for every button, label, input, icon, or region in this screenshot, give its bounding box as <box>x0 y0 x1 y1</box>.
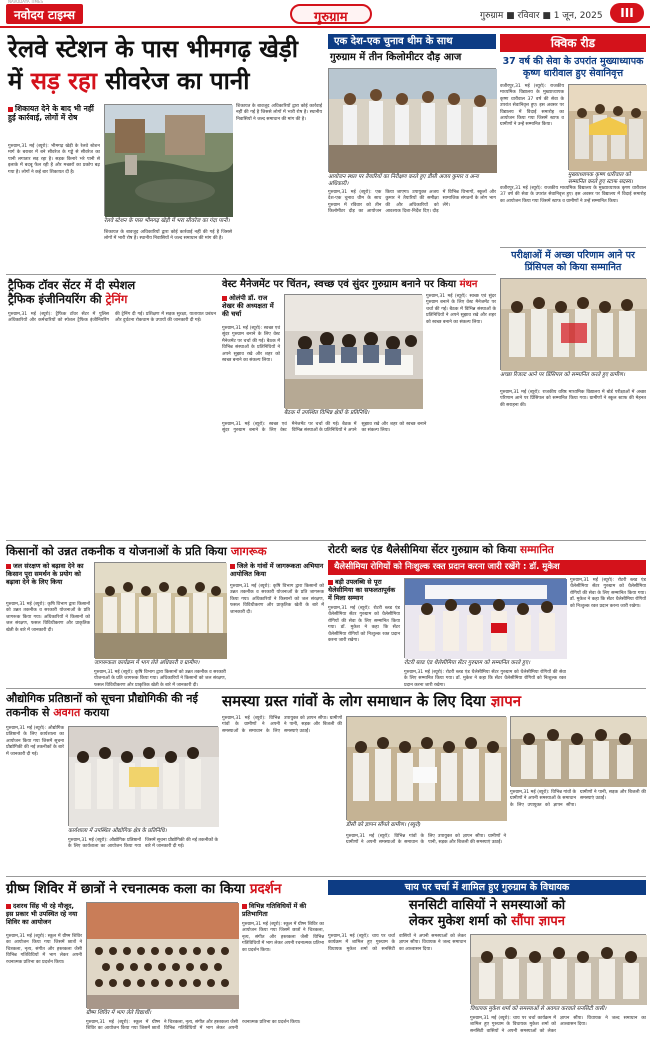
story-run <box>328 34 496 272</box>
story-industry-body-2: गुरुग्राम,31 मई (ब्यूरो): औद्योगिक प्रतिष्ठानों के लिए कार्यशाला का आयोजन किया गया जिसमें सूचना प्रौद्योगिकी की नई तकनीकों के बारे में जानकारी दी गई। <box>68 838 219 850</box>
story-sewage-body-2: शिकायत के बावजूद अधिकारियों द्वारा कोई कार्रवाई नहीं की गई है जिससे लोगों में भारी रोष है। स्थानीय निवासियों ने जल्द समाधान की मांग की है। <box>104 230 232 242</box>
story-sewage-headline-2: में सड़ रहा सीवरेज का पानी <box>8 67 250 95</box>
story-villages-headline: समस्या ग्रस्त गांवों के लोग समाधान के लिए दिया ज्ञापन <box>222 692 522 710</box>
story-farmers-body: गुरुग्राम,31 मई (ब्यूरो): कृषि विभाग द्वारा किसानों को उन्नत तकनीक व सरकारी योजनाओं के प्रति जागरूक किया गया। अधिकारियों ने किसानों को जल संरक्षण, फसल विविधीकरण और प्राकृतिक खेती के बारे में जानकारी दी। <box>6 602 90 633</box>
story-waste <box>222 278 496 536</box>
story-waste-body-2: गुरुग्राम,31 मई (ब्यूरो): स्वच्छ एवं सुंदर गुरुग्राम बनाने के लिए वेस्ट मैनेजमेंट पर चर्चा की गई। बैठक में विभिन्न संस्थाओं के प्रतिनिधियों ने अपने सुझाव रखे और शहर को स्वच्छ बनाने का संकल्प लिया। <box>426 294 496 325</box>
story-rotary-kicker: बड़ी उपलब्धि से पूरा थैलेसीमिया का सफलतापूर्वक में मिला सम्मान <box>328 578 396 602</box>
story-run-caption: आयोजन स्थल पर तैयारियों का निरीक्षण करते हुए डीसी अजय कुमार व अन्य अधिकारी। <box>328 174 479 187</box>
story-suncity-body-2: गुरुग्राम,31 मई (ब्यूरो): चाय पर चर्चा कार्यक्रम में शामिल हुए गुरुग्राम के विधायक मुकेश शर्मा को सनसिटी वासियों ने अपनी समस्याओं को लेकर ज्ञापन सौंपा। विधायक ने जल्द समाधान का आश्वासन दिया। <box>470 1016 646 1034</box>
story-villages-body-2: गुरुग्राम,31 मई (ब्यूरो): विभिन्न गांवों के ग्रामीणों ने अपनी समस्याओं के समाधान के लिए उपायुक्त को ज्ञापन सौंपा। ग्रामीणों ने पानी, सड़क और बिजली की समस्याएं उठाईं। <box>346 834 506 846</box>
story-camp-body-2: गुरुग्राम,31 मई (ब्यूरो): स्कूल में ग्रीष्म शिविर का आयोजन किया गया जिसमें छात्रों ने चित्रकला, नृत्य, संगीत और हस्तकला जैसी विभिन्न गतिविधियों में भाग लेकर अपनी रचनात्मक प्रतिभा का प्रदर्शन किया। <box>86 1020 301 1032</box>
story-quickread-body: वजीरपुर,31 मई (ब्यूरो): राजकीय माध्यमिक विद्यालय के मुख्याध्यापक कृष्ण धारीवाल 37 वर्ष की सेवा के उपरांत सेवानिवृत्त हुए। इस अवसर पर विद्यालय में विदाई समारोह का आयोजन किया गया जिसमें स्टाफ व ग्रामीणों ने उन्हें सम्मानित किया। <box>500 84 564 128</box>
story-run-photo <box>328 68 496 172</box>
story-sewage-body-3: शिकायत के बावजूद अधिकारियों द्वारा कोई कार्रवाई नहीं की गई है जिससे लोगों में भारी रोष है। स्थानीय निवासियों ने जल्द समाधान की मांग की है। <box>236 104 322 122</box>
newspaper-logo: नवोदय टाइम्स <box>6 4 83 24</box>
story-villages-caption: डीसी को ज्ञापन सौंपते ग्रामीण। (ब्यूरो) <box>346 822 421 828</box>
story-waste-headline: वेस्ट मैनेजमेंट पर चिंतन, स्वच्छ एवं सुंदर गुरुग्राम बनाने पर किया मंथन <box>222 279 478 290</box>
story-industry-caption: कार्यशाला में उपस्थित औद्योगिक क्षेत्र के प्रतिनिधि। <box>68 828 167 834</box>
story-farmers-caption: जागरूकता कार्यक्रम में भाग लेते अधिकारी व ग्रामीण। <box>94 660 200 666</box>
story-suncity <box>328 880 646 1040</box>
story-run-band: एक देश-एक चुनाव थीम के साथ <box>328 34 496 49</box>
story-suncity-caption: विधायक मुकेश शर्मा को समस्याओं से अवगत करवाते सनसिटी वासी। <box>470 1006 607 1012</box>
story-waste-body: गुरुग्राम,31 मई (ब्यूरो): स्वच्छ एवं सुंदर गुरुग्राम बनाने के लिए वेस्ट मैनेजमेंट पर चर्चा की गई। बैठक में विभिन्न संस्थाओं के प्रतिनिधियों ने अपने सुझाव रखे और शहर को स्वच्छ बनाने का संकल्प लिया। <box>222 326 280 364</box>
story-farmers <box>6 544 324 688</box>
page-slug: NAVODAYA TIMES <box>8 0 44 4</box>
story-camp-body: गुरुग्राम,31 मई (ब्यूरो): स्कूल में ग्रीष्म शिविर का आयोजन किया गया जिसमें छात्रों ने चित्रकला, नृत्य, संगीत और हस्तकला जैसी विभिन्न गतिविधियों में भाग लेकर अपनी रचनात्मक प्रतिभा का प्रदर्शन किया। <box>6 934 82 965</box>
story-rotary-body: गुरुग्राम,31 मई (ब्यूरो): रोटरी ब्लड एंड थैलेसीमिया सेंटर गुरुग्राम को थैलेसीमिया रोगियों की सेवा के लिए सम्मानित किया गया। डॉ. मुकेश ने कहा कि सेंटर थैलेसीमिया रोगियों को निःशुल्क रक्त प्रदान करना जारी रखेगा। <box>328 606 400 644</box>
story-waste-caption: बैठक में उपस्थित विभिन्न क्षेत्रों के प्रतिनिधि। <box>284 410 370 416</box>
story-camp-headline: ग्रीष्म शिविर में छात्रों ने रचनात्मक कला का किया प्रदर्शन <box>6 881 282 897</box>
story-villages <box>222 692 646 872</box>
story-sewage-caption: रेलवे स्टेशन के पास भीमगढ़ खेड़ी में भरा सीवरेज का गंदा पानी। <box>104 218 230 224</box>
story-waste-photo <box>284 294 422 408</box>
story-principal-body: गुरुग्राम,31 मई (ब्यूरो): राजकीय वरिष्ठ माध्यमिक विद्यालय में बोर्ड परीक्षाओं में अच्छा परिणाम आने पर प्रिंसिपल को सम्मानित किया गया। ग्रामीणों ने स्कूल स्टाफ की मेहनत की सराहना की। <box>500 390 646 408</box>
story-principal-headline: परीक्षाओं में अच्छा परिणाम आने पर प्रिंसिपल को किया सम्मानित <box>511 250 635 273</box>
dateline: गुरुग्राम ■ रविवार ■ 1 जून, 2025 <box>480 11 603 21</box>
story-villages-body-3: गुरुग्राम,31 मई (ब्यूरो): विभिन्न गांवों के ग्रामीणों ने अपनी समस्याओं के समाधान के लिए उपायुक्त को ज्ञापन सौंपा। ग्रामीणों ने पानी, सड़क और बिजली की समस्याएं उठाईं। <box>510 790 646 808</box>
story-rotary-body-3: गुरुग्राम,31 मई (ब्यूरो): रोटरी ब्लड एंड थैलेसीमिया सेंटर गुरुग्राम को थैलेसीमिया रोगियों की सेवा के लिए सम्मानित किया गया। डॉ. मुकेश ने कहा कि सेंटर थैलेसीमिया रोगियों को निःशुल्क रक्त प्रदान करना जारी रखेगा। <box>570 578 646 609</box>
story-rotary-band: थैलेसीमिया रोगियों को निःशुल्क रक्त प्रदान करना जारी रखेंगे : डॉ. मुकेश <box>328 560 646 575</box>
story-sewage-photo <box>104 104 232 216</box>
story-industry-headline: औद्योगिक प्रतिष्ठानों को सूचना प्रौद्योगिकी की नई तकनीक से अवगत कराया <box>6 692 198 719</box>
story-traffic <box>6 278 218 536</box>
story-camp <box>6 880 324 1040</box>
story-rotary-photo <box>404 578 566 658</box>
story-sewage-headline-1: रेलवे स्टेशन के पास भीमगढ़ खेड़ी <box>8 35 298 63</box>
page-number: III <box>610 3 644 23</box>
story-suncity-photo <box>470 934 646 1004</box>
story-traffic-headline: ट्रैफिक टॉवर सेंटर में दी स्पेशल ट्रैफिक इंजीनियरिंग की ट्रेनिंग <box>8 278 136 306</box>
story-camp-caption: ग्रीष्म शिविर में भाग लेते विद्यार्थी। <box>86 1010 152 1016</box>
story-waste-kicker: ओलंपी डॉ. राज शेखर की अध्यक्षता में की चर्चा <box>222 294 274 318</box>
story-farmers-body-2: गुरुग्राम,31 मई (ब्यूरो): कृषि विभाग द्वारा किसानों को उन्नत तकनीक व सरकारी योजनाओं के प्रति जागरूक किया गया। अधिकारियों ने किसानों को जल संरक्षण, फसल विविधीकरण और प्राकृतिक खेती के बारे में जानकारी दी। <box>94 670 226 688</box>
story-industry-body: गुरुग्राम,31 मई (ब्यूरो): औद्योगिक प्रतिष्ठानों के लिए कार्यशाला का आयोजन किया गया जिसमें सूचना प्रौद्योगिकी की नई तकनीकों के बारे में जानकारी दी गई। <box>6 726 64 757</box>
story-sewage-body-1: गुरुग्राम,31 मई (ब्यूरो): भीमगढ़ खेड़ी के रेलवे स्टेशन मार्ग के बराबर में बने सीवरेज के गड्ढे से सीवरेज का पानी लगातार सड़ रहा है। सड़क किनारे भरे पानी से इलाके में बदबू फैल रही है और मच्छरों का प्रकोप बढ़ गया है। लोगों ने कई बार शिकायत दी है। <box>8 144 100 175</box>
story-rotary-body-2: गुरुग्राम,31 मई (ब्यूरो): रोटरी ब्लड एंड थैलेसीमिया सेंटर गुरुग्राम को थैलेसीमिया रोगियों की सेवा के लिए सम्मानित किया गया। डॉ. मुकेश ने कहा कि सेंटर थैलेसीमिया रोगियों को निःशुल्क रक्त प्रदान करना जारी रखेगा। <box>404 670 566 688</box>
story-farmers-body-3: गुरुग्राम,31 मई (ब्यूरो): कृषि विभाग द्वारा किसानों को उन्नत तकनीक व सरकारी योजनाओं के प्रति जागरूक किया गया। अधिकारियों ने किसानों को जल संरक्षण, फसल विविधीकरण और प्राकृतिक खेती के बारे में जानकारी दी। <box>230 584 324 615</box>
story-waste-body-3: गुरुग्राम,31 मई (ब्यूरो): स्वच्छ एवं सुंदर गुरुग्राम बनाने के लिए वेस्ट मैनेजमेंट पर चर्चा की गई। बैठक में विभिन्न संस्थाओं के प्रतिनिधियों ने अपने सुझाव रखे और शहर को स्वच्छ बनाने का संकल्प लिया। <box>222 422 427 434</box>
story-quickread-headline: 37 वर्ष की सेवा के उपरांत मुख्याध्यापक कृष्ण धारीवाल हुए सेवानिवृत्त <box>502 56 644 79</box>
story-rotary <box>328 544 646 688</box>
story-farmers-headline: किसानों को उन्नत तकनीक व योजनाओं के प्रति किया जागरूक <box>6 544 267 558</box>
story-run-body: गुरुग्राम,31 मई (ब्यूरो): एक देश-एक चुनाव थीम के साथ गुरुग्राम में रविवार को तीन किलोमीटर दौड़ का आयोजन किया जाएगा। उपायुक्त अजय कुमार ने तैयारियों की समीक्षा की और अधिकारियों को आवश्यक दिशा-निर्देश दिए। दौड़ में विभिन्न विभागों, स्कूलों और सामाजिक संगठनों के लोग भाग लेंगे। <box>328 190 496 215</box>
story-villages-body: गुरुग्राम,31 मई (ब्यूरो): विभिन्न गांवों के ग्रामीणों ने अपनी समस्याओं के समाधान के लिए उपायुक्त को ज्ञापन सौंपा। ग्रामीणों ने पानी, सड़क और बिजली की समस्याएं उठाईं। <box>222 716 342 734</box>
story-camp-photo <box>86 902 238 1008</box>
story-villages-photo-2 <box>510 716 646 786</box>
story-quickread <box>500 34 646 494</box>
story-quickread-caption: मुख्याध्यापक कृष्ण धारीवाल को सम्मानित करते हुए स्टाफ सदस्य। <box>568 172 633 185</box>
masthead <box>0 0 650 28</box>
story-farmers-kicker-1: जल संरक्षण को बढ़ावा देने का किसान पूरा समर्थन के प्रयोग को बढ़ावा देने के लिए किया <box>6 562 84 586</box>
section-title: गुरुग्राम <box>290 4 372 24</box>
story-quickread-photo <box>568 84 646 170</box>
story-suncity-headline: सनसिटी वासियों ने समस्याओं को लेकर मुकेश शर्मा को सौंपा ज्ञापन <box>408 898 566 929</box>
story-principal-photo <box>500 278 646 370</box>
story-traffic-body: गुरुग्राम,31 मई (ब्यूरो): ट्रैफिक टॉवर सेंटर में पुलिस अधिकारियों और कर्मचारियों को स्पेशल ट्रैफिक इंजीनियरिंग की ट्रेनिंग दी गई। प्रशिक्षण में सड़क सुरक्षा, यातायात प्रबंधन और दुर्घटना रोकथाम के उपायों की जानकारी दी गई। <box>8 312 216 324</box>
story-quickread-body-2: वजीरपुर,31 मई (ब्यूरो): राजकीय माध्यमिक विद्यालय के मुख्याध्यापक कृष्ण धारीवाल 37 वर्ष की सेवा के उपरांत सेवानिवृत्त हुए। इस अवसर पर विद्यालय में विदाई समारोह का आयोजन किया गया जिसमें स्टाफ व ग्रामीणों ने उन्हें सम्मानित किया। <box>500 186 646 204</box>
story-camp-kicker-1: दशरथ सिंह भी रहे मौजूद, इस प्रकार भी उपस्थित रहे नया शिविर का आयोजन <box>6 902 78 926</box>
story-villages-photo <box>346 716 506 820</box>
story-suncity-body: गुरुग्राम,31 मई (ब्यूरो): चाय पर चर्चा कार्यक्रम में शामिल हुए गुरुग्राम के विधायक मुकेश शर्मा को सनसिटी वासियों ने अपनी समस्याओं को लेकर ज्ञापन सौंपा। विधायक ने जल्द समाधान का आश्वासन दिया। <box>328 934 466 952</box>
story-quickread-band: क्विक रीड <box>500 34 646 52</box>
story-rotary-caption: रोटरी ब्लड एंड थैलेसीमिया सेंटर गुरुग्राम को सम्मानित करते हुए। <box>404 660 531 666</box>
story-suncity-band: चाय पर चर्चा में शामिल हुए गुरुग्राम के विधायक <box>328 880 646 895</box>
story-camp-body-3: गुरुग्राम,31 मई (ब्यूरो): स्कूल में ग्रीष्म शिविर का आयोजन किया गया जिसमें छात्रों ने चित्रकला, नृत्य, संगीत और हस्तकला जैसी विभिन्न गतिविधियों में भाग लेकर अपनी रचनात्मक प्रतिभा का प्रदर्शन किया। <box>242 922 324 953</box>
story-run-headline: गुरुग्राम में तीन किलोमीटर दौड़ आज <box>330 52 462 63</box>
story-rotary-headline: रोटरी ब्लड एंड थैलेसीमिया सेंटर गुरुग्राम को किया सम्मानित <box>328 544 554 556</box>
story-farmers-photo <box>94 562 226 658</box>
story-sewage <box>6 34 324 272</box>
story-camp-kicker-2: विभिन्न गतिविधियों में की प्रतिभागिता <box>242 902 307 918</box>
story-industry <box>6 692 218 872</box>
story-industry-photo <box>68 726 218 826</box>
story-principal-caption: अच्छा रिजल्ट आने पर प्रिंसिपल को सम्मानित करते हुए ग्रामीण। <box>500 372 625 378</box>
story-farmers-kicker-2: जिले के गांवों में जागरूकता अभियान आयोजित किया <box>230 562 324 578</box>
story-sewage-kicker: शिकायत देने के बाद भी नहीं हुई कार्रवाई, लोगों में रोष <box>8 104 94 122</box>
